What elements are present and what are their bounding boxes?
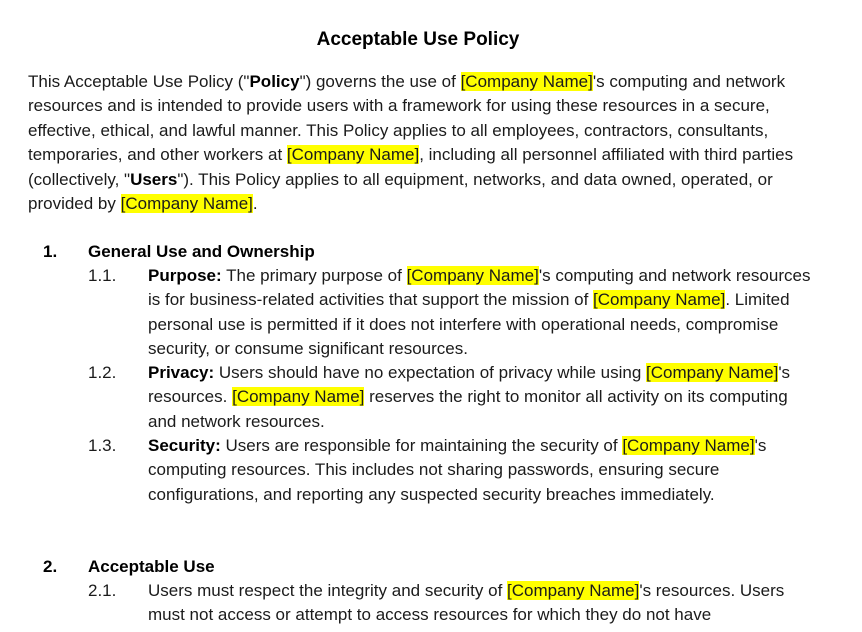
defined-term-policy: Policy [249, 72, 300, 91]
clause-segment: reserves the right to monitor all activity on its computing and network resources. [148, 387, 788, 431]
company-name-placeholder: [Company Name] [460, 72, 593, 91]
intro-paragraph [28, 70, 828, 216]
company-name-placeholder: [Company Name] [120, 194, 253, 214]
company-name-placeholder: [Company Name] [232, 387, 365, 407]
clause-text [148, 434, 813, 507]
clause-segment: 's resources. Users must not access or attempt to access resources for which they do not have [148, 581, 785, 625]
clause-text [148, 579, 813, 628]
section-number: 1. [43, 242, 58, 261]
clause-segment: Users must respect the integrity and security of [148, 581, 508, 600]
clause-segment: 's resources. [148, 363, 791, 407]
clause-number: 1.2. [88, 363, 117, 382]
section-title: General Use and Ownership [88, 242, 315, 261]
intro-text: ") governs the use of [299, 72, 461, 91]
intro-text: . [252, 194, 258, 214]
intro-text: , including all personnel affiliated with third parties (collectively, " [28, 145, 794, 189]
defined-term-users: Users [130, 169, 178, 189]
clause-number: 1.3. [88, 436, 117, 455]
company-name-placeholder: [Company Name] [646, 363, 779, 382]
clause-segment: Users should have no expectation of privacy while using [214, 363, 647, 382]
intro-text: This Acceptable Use Policy (" [28, 72, 250, 91]
clause-segment: . Limited personal use is permitted if it does not interfere with operational needs, compromise security, or consume significant resources. [148, 290, 790, 359]
clause-label: Purpose: [148, 266, 222, 285]
clause-segment: Users are responsible for maintaining the security of [220, 436, 623, 455]
intro-text: "). This Policy applies to all equipment, networks, and data owned, operated, or provided by [28, 169, 773, 214]
clause-number: 2.1. [88, 581, 117, 600]
clause-segment: 's computing resources. This includes not sharing passwords, ensuring secure configurations, and reporting any suspected security breaches immediately. [148, 436, 767, 504]
section-title: Acceptable Use [88, 557, 215, 576]
clause-label: Privacy: [148, 363, 215, 382]
company-name-placeholder: [Company Name] [406, 266, 539, 285]
clause-number: 1.1. [88, 266, 117, 285]
company-name-placeholder: [Company Name] [286, 145, 420, 165]
company-name-placeholder: [Company Name] [593, 290, 726, 310]
clause-segment: The primary purpose of [221, 266, 407, 285]
intro-text: 's computing and network resources and is intended to provide users with a framework for using these resources in a secure, effective, ethical, and lawful manner. This Policy applies to all employees, contractors, consultants, temporaries, and other workers at [28, 72, 786, 165]
document-title: Acceptable Use Policy [316, 29, 520, 50]
clause-text [148, 361, 813, 434]
clause-label: Security: [148, 436, 221, 455]
clause-text [148, 264, 813, 362]
company-name-placeholder: [Company Name] [507, 581, 640, 600]
company-name-placeholder: [Company Name] [622, 436, 755, 455]
section-number: 2. [43, 557, 58, 576]
clause-segment: 's computing and network resources is for business-related activities that support the mission of [148, 266, 811, 310]
